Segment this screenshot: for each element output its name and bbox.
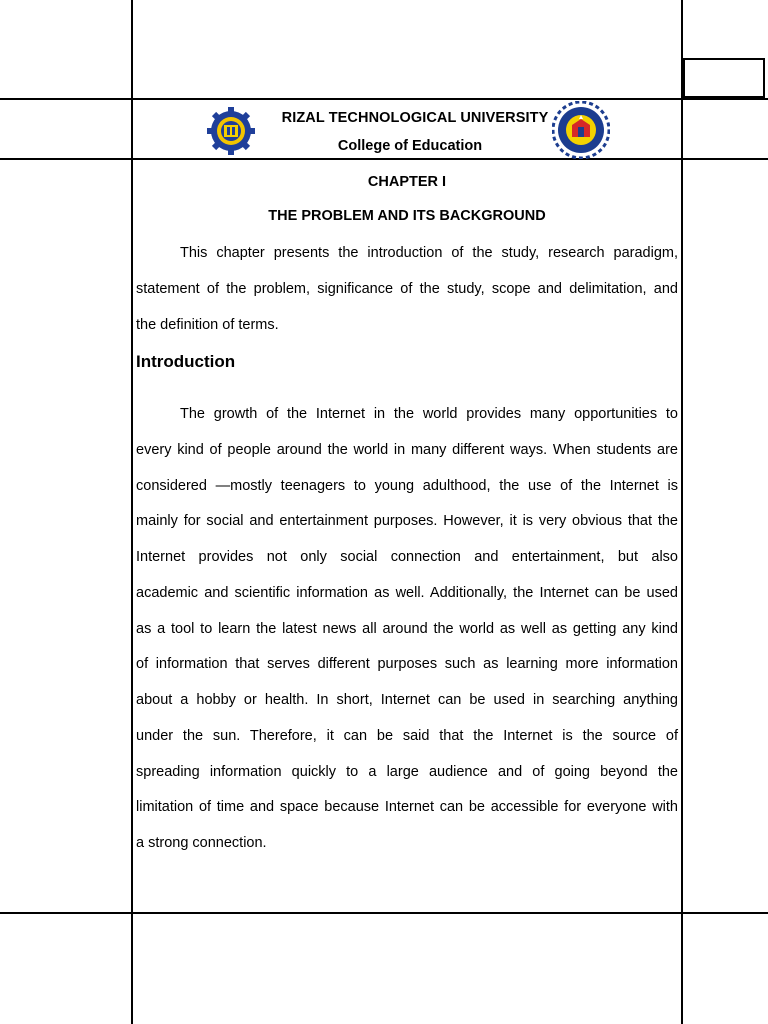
left-margin-line	[131, 0, 133, 1024]
body-line: mainly for social and entertainment purposes. However, it is very obvious that the	[136, 513, 678, 529]
body-line: limitation of time and space because Internet can be accessible for everyone with	[136, 799, 678, 815]
body-line: of information that serves different purposes such as learning more information	[136, 656, 678, 672]
chapter-number: CHAPTER I	[367, 174, 447, 190]
intro-line: the definition of terms.	[136, 317, 279, 333]
body-line: a strong connection.	[136, 835, 267, 851]
footer-line	[0, 912, 768, 914]
body-line: under the sun. Therefore, it can be said that the Internet is the source of	[136, 728, 678, 744]
rtu-gear-seal-logo	[206, 106, 256, 156]
intro-line: This chapter presents the introduction of the study, research paradigm,	[180, 245, 678, 261]
body-line: spreading information quickly to a large audience and of going beyond the	[136, 764, 678, 780]
body-line: considered —mostly teenagers to young adulthood, the use of the Internet is	[136, 478, 678, 494]
intro-line: statement of the problem, significance of the study, scope and delimitation, and	[136, 281, 678, 297]
body-line: as a tool to learn the latest news all around the world as well as getting any kind	[136, 621, 678, 637]
college-name: College of Education	[337, 138, 483, 154]
body-line: academic and scientific information as well. Additionally, the Internet can be used	[136, 585, 678, 601]
body-line: The growth of the Internet in the world provides many opportunities to	[180, 406, 678, 422]
body-line: Internet provides not only social connection and entertainment, but also	[136, 549, 678, 565]
header-bottom-line	[0, 158, 768, 160]
section-heading: Introduction	[136, 352, 236, 371]
page-number-box	[683, 58, 765, 98]
right-margin-line	[681, 0, 683, 1024]
header-top-line	[0, 98, 768, 100]
university-name: RIZAL TECHNOLOGICAL UNIVERSITY	[281, 110, 549, 126]
body-line: every kind of people around the world in many different ways. When students are	[136, 442, 678, 458]
chapter-title: THE PROBLEM AND ITS BACKGROUND	[268, 208, 546, 224]
body-line: about a hobby or health. In short, Internet can be used in searching anything	[136, 692, 678, 708]
